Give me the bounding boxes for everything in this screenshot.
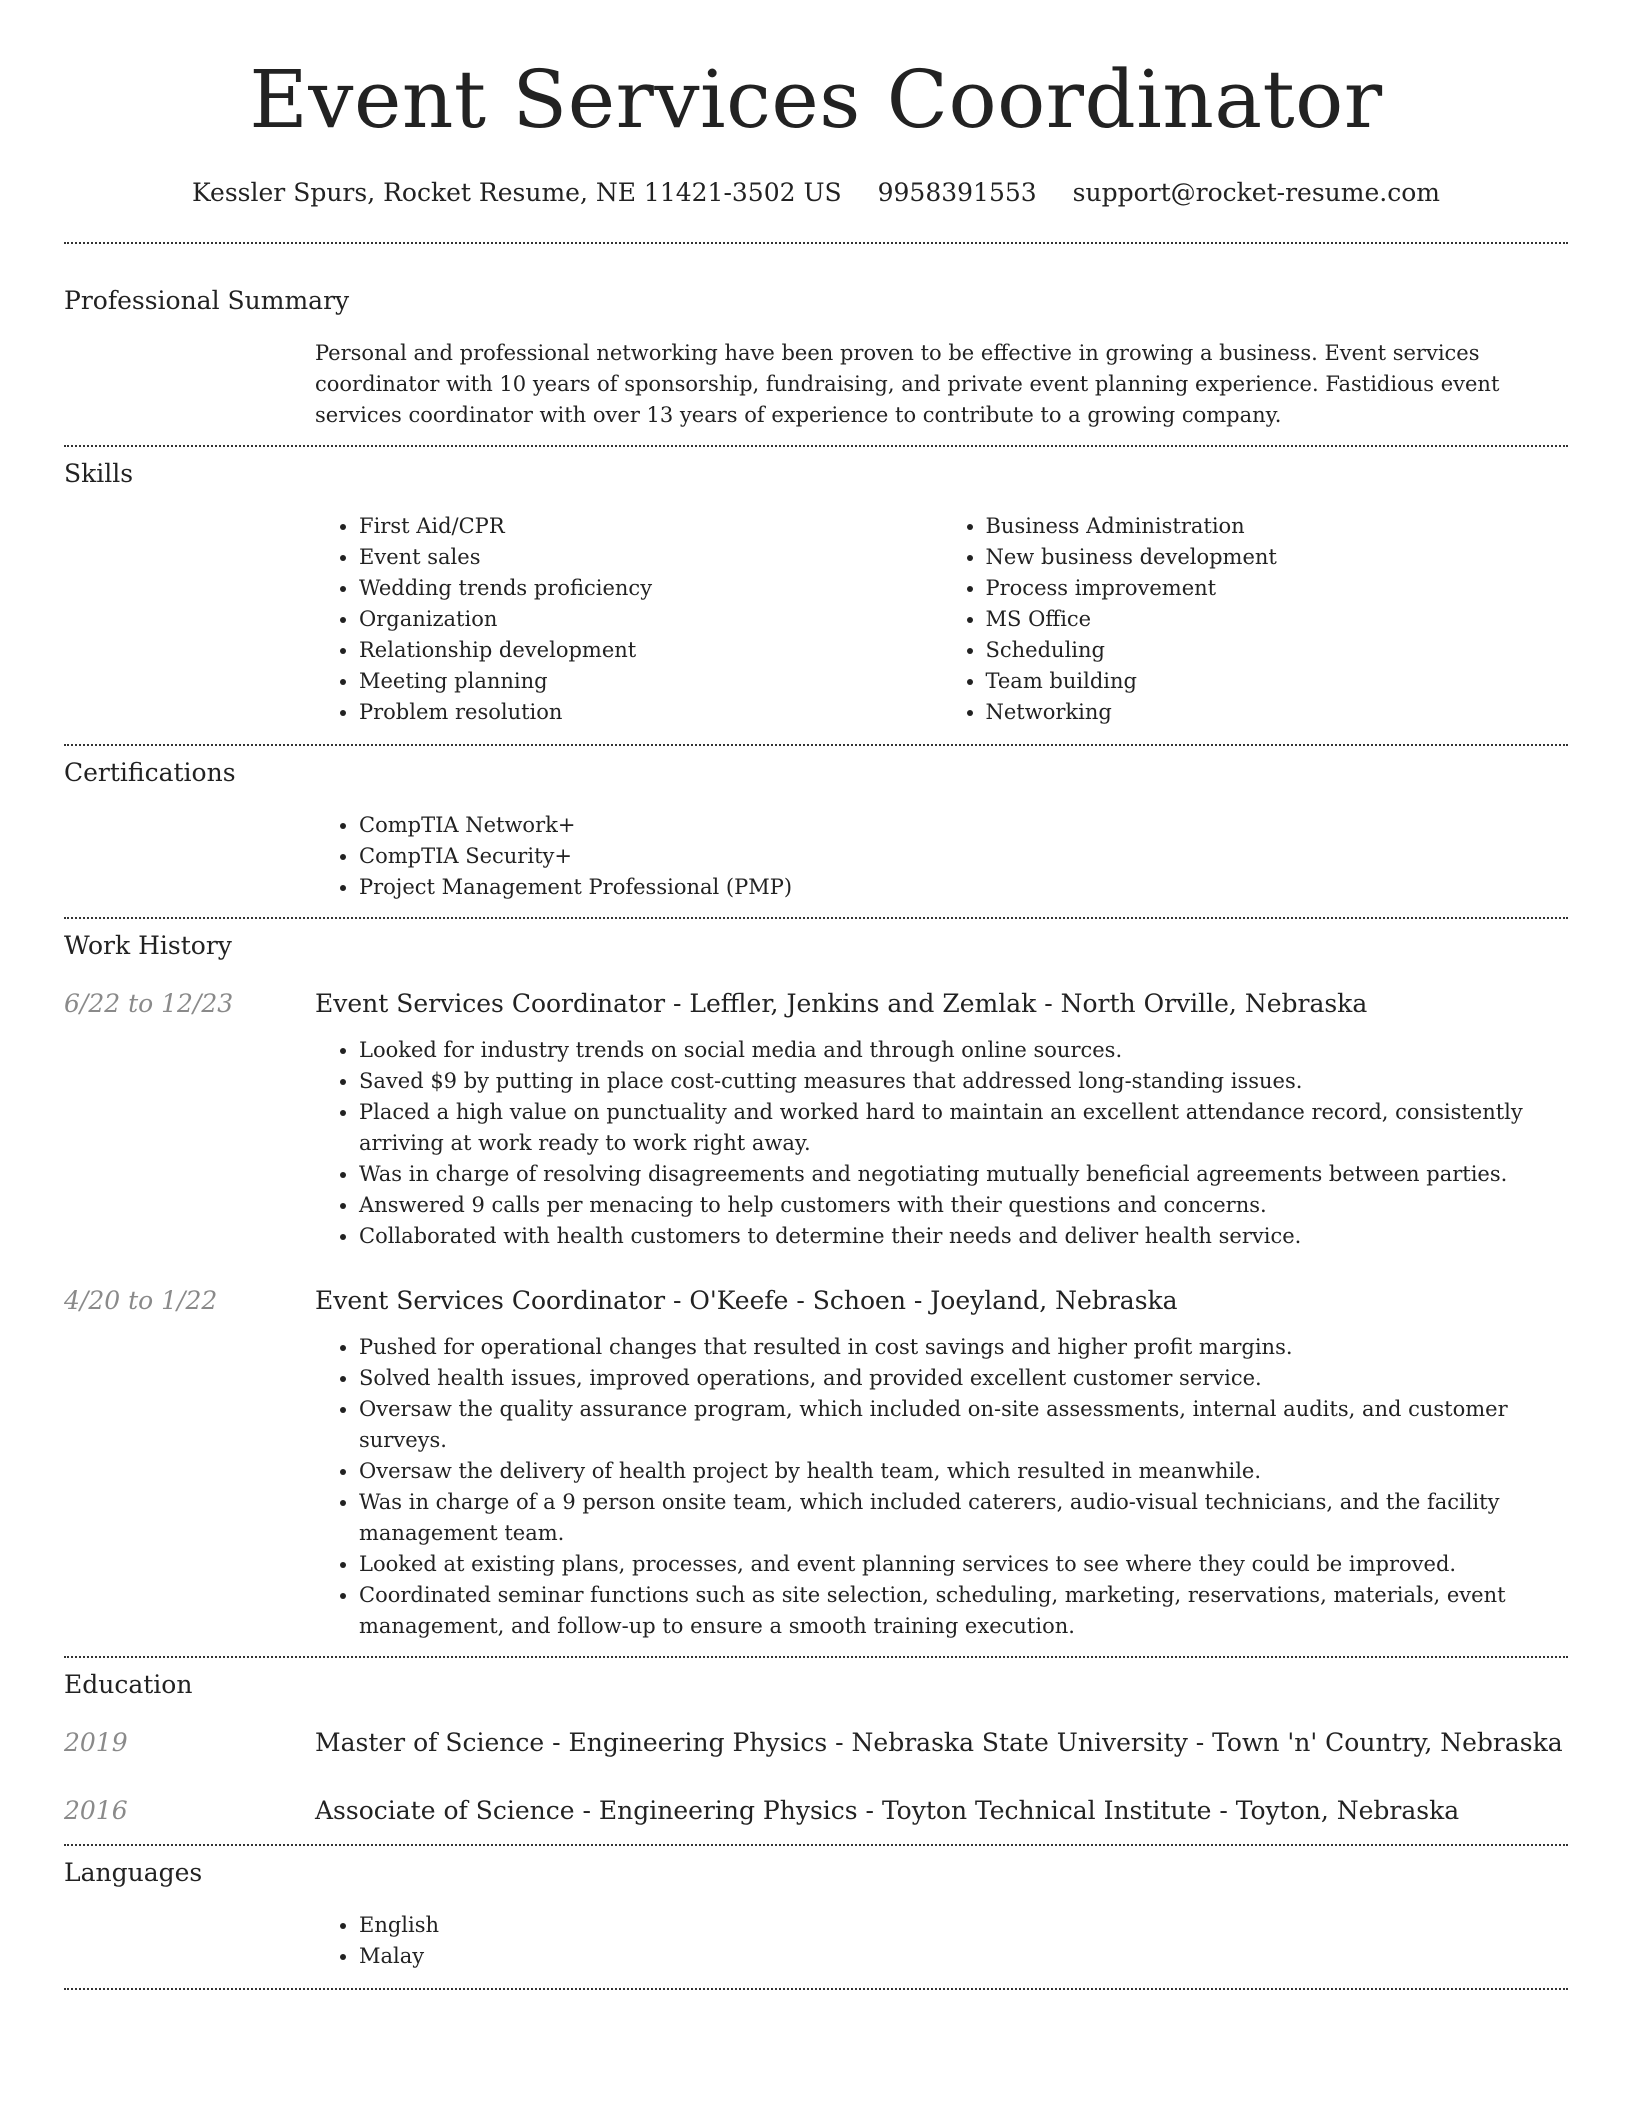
skills-grid: [315, 511, 1568, 728]
list-item: • First Aid/CPR: [359, 511, 942, 542]
languages-list: [315, 1910, 1568, 1972]
job-bullets: [315, 1332, 1568, 1642]
resume-header: [64, 0, 1568, 210]
job-date: 6/22 to 12/23: [64, 989, 234, 1018]
skills-section: [64, 447, 1568, 728]
list-item: • Problem resolution: [359, 697, 942, 728]
work-history-section: [64, 919, 1568, 1642]
list-item: • Oversaw the quality assurance program, which included on-site assessments, internal audits, and customer surveys.: [359, 1394, 1568, 1456]
summary-section: [64, 244, 1568, 431]
education-heading: Education: [64, 1670, 193, 1699]
job-details: [315, 1035, 1568, 1252]
list-item: • Coordinated seminar functions such as site selection, scheduling, marketing, reservations, materials, event management, and follow-up to ensure a smooth training execution.: [359, 1580, 1568, 1642]
job-entry: [64, 987, 1568, 1252]
list-item: • CompTIA Network+: [359, 810, 1568, 841]
languages-body: [315, 1910, 1568, 1972]
divider: [64, 1988, 1568, 1990]
list-item: • Looked for industry trends on social media and through online sources.: [359, 1035, 1568, 1066]
certifications-body: [315, 810, 1568, 903]
job-header: [64, 987, 1568, 1021]
job-header: [64, 1284, 1568, 1318]
list-item: • MS Office: [986, 604, 1569, 635]
list-item: • Event sales: [359, 542, 942, 573]
job-entry: [64, 1284, 1568, 1642]
candidate-name: Event Services Coordinator: [249, 53, 1383, 146]
job-title: Event Services Coordinator - O'Keefe - Schoen - Joeyland, Nebraska: [315, 1286, 1178, 1315]
summary-text: Personal and professional networking have been proven to be effective in growing a business. Event services coordinator with 10 years of sponsorship, fundraising, and private event planning experience. Fastidious event services coordinator with over 13 years of experience to contribute to a growing company.: [315, 341, 1500, 427]
list-item: • New business development: [986, 542, 1569, 573]
list-item: • Placed a high value on punctuality and worked hard to maintain an excellent attendance record, consistently arriving at work ready to work right away.: [359, 1097, 1568, 1159]
contact-address: Kessler Spurs, Rocket Resume, NE 11421-3502 US: [192, 178, 842, 207]
certifications-heading: Certifications: [64, 758, 236, 787]
list-item: • Relationship development: [359, 635, 942, 666]
contact-phone: 9958391553: [877, 178, 1037, 207]
list-item: • Answered 9 calls per menacing to help customers with their questions and concerns.: [359, 1190, 1568, 1221]
list-item: • Collaborated with health customers to determine their needs and deliver health service.: [359, 1221, 1568, 1252]
summary-heading: Professional Summary: [64, 286, 350, 315]
education-entry: [64, 1726, 1568, 1760]
job-title: Event Services Coordinator - Leffler, Jenkins and Zemlak - North Orville, Nebraska: [315, 989, 1368, 1018]
list-item: • Team building: [986, 666, 1569, 697]
contact-email: support@rocket-resume.com: [1072, 178, 1440, 207]
list-item: • Malay: [359, 1941, 1568, 1972]
list-item: • Networking: [986, 697, 1569, 728]
list-item: • Solved health issues, improved operations, and provided excellent customer service.: [359, 1363, 1568, 1394]
list-item: • Meeting planning: [359, 666, 942, 697]
education-title: Associate of Science - Engineering Physics - Toyton Technical Institute - Toyton, Nebraska: [315, 1796, 1460, 1825]
work-history-heading: Work History: [64, 931, 232, 960]
job-date: 4/20 to 1/22: [64, 1286, 218, 1315]
certifications-list: [315, 810, 1568, 903]
list-item: • Organization: [359, 604, 942, 635]
skills-heading: Skills: [64, 459, 134, 488]
list-item: • Was in charge of resolving disagreements and negotiating mutually beneficial agreements between parties.: [359, 1159, 1568, 1190]
languages-section: [64, 1846, 1568, 1972]
education-section: [64, 1658, 1568, 1828]
skills-list-right: [942, 511, 1569, 728]
list-item: • Wedding trends proficiency: [359, 573, 942, 604]
job-bullets: [315, 1035, 1568, 1252]
education-entry: [64, 1794, 1568, 1828]
job-details: [315, 1332, 1568, 1642]
list-item: • Was in charge of a 9 person onsite team, which included caterers, audio-visual technicians, and the facility management team.: [359, 1487, 1568, 1549]
contact-line: [64, 176, 1568, 210]
list-item: • Saved $9 by putting in place cost-cutting measures that addressed long-standing issues.: [359, 1066, 1568, 1097]
skills-list-left: [315, 511, 942, 728]
list-item: • Process improvement: [986, 573, 1569, 604]
list-item: • Pushed for operational changes that resulted in cost savings and higher profit margins.: [359, 1332, 1568, 1363]
education-title: Master of Science - Engineering Physics - Nebraska State University - Town 'n' Country, Nebraska: [315, 1728, 1563, 1757]
list-item: • Business Administration: [986, 511, 1569, 542]
list-item: • Project Management Professional (PMP): [359, 872, 1568, 903]
list-item: • English: [359, 1910, 1568, 1941]
education-date: 2016: [64, 1796, 128, 1825]
list-item: • Looked at existing plans, processes, and event planning services to see where they could be improved.: [359, 1549, 1568, 1580]
list-item: • Scheduling: [986, 635, 1569, 666]
list-item: • CompTIA Security+: [359, 841, 1568, 872]
list-item: • Oversaw the delivery of health project by health team, which resulted in meanwhile.: [359, 1456, 1568, 1487]
education-date: 2019: [64, 1728, 128, 1757]
languages-heading: Languages: [64, 1858, 203, 1887]
certifications-section: [64, 746, 1568, 903]
